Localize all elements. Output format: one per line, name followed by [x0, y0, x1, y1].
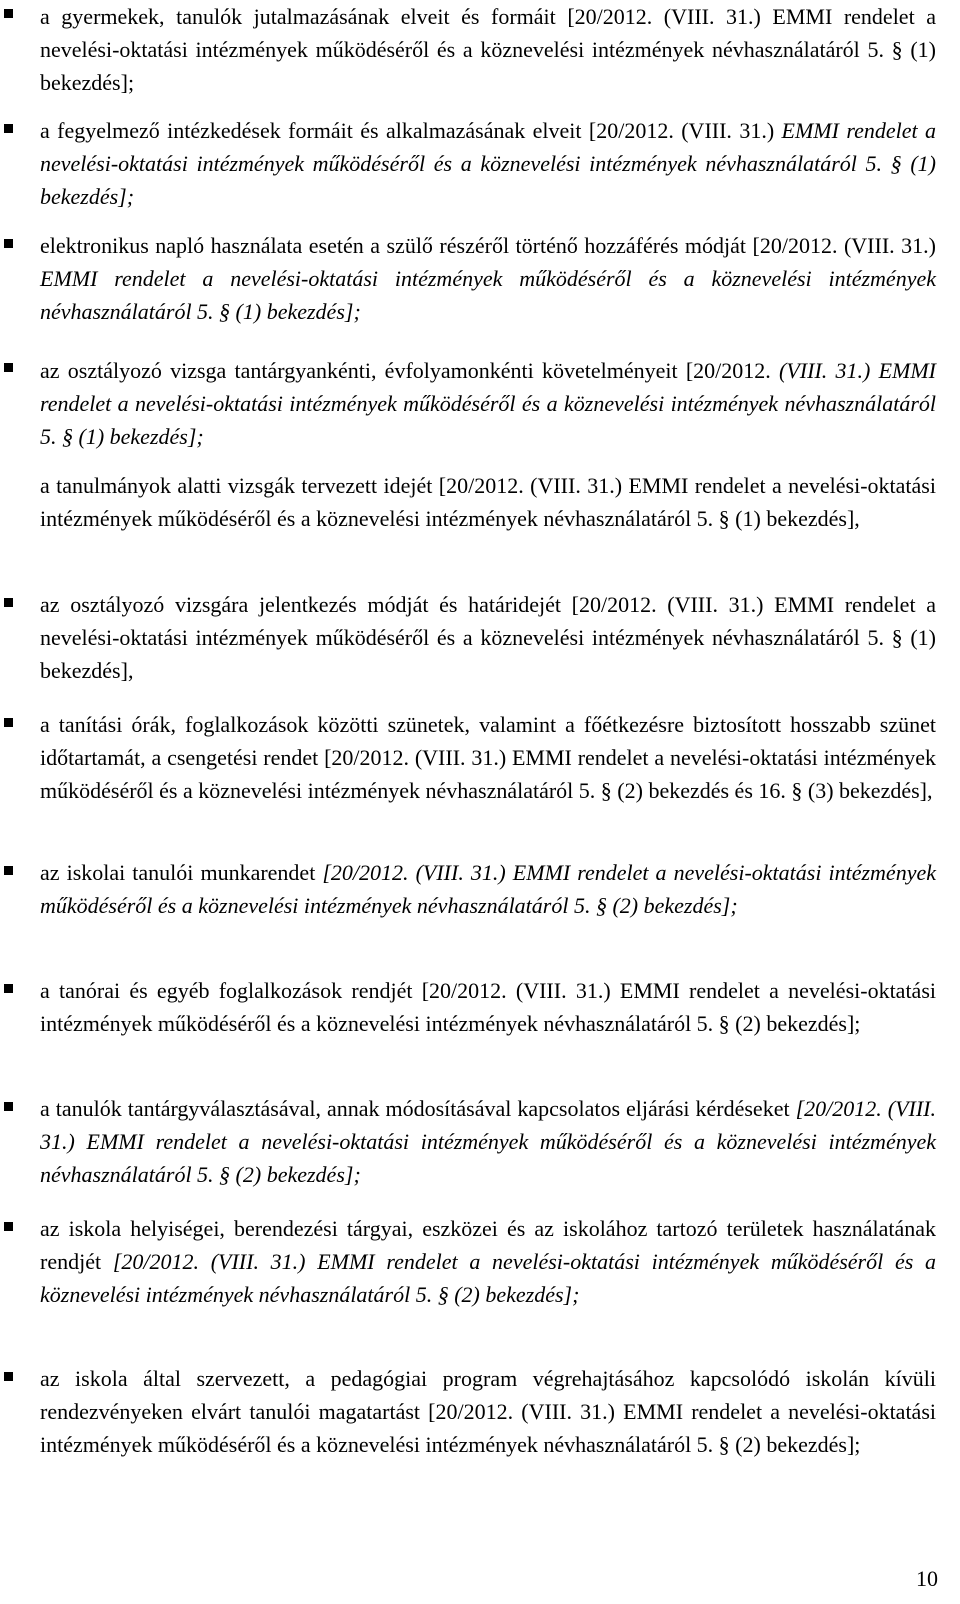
square-bullet-icon [4, 124, 13, 133]
page-number: 10 [916, 1566, 938, 1591]
square-bullet-icon [4, 1372, 13, 1381]
list-item-text: elektronikus napló használata esetén a szülő részéről történő hozzáférés módját [20/2012. (VIII. 31.) EMMI rendelet a nevelési-oktatási intézmények működéséről és a köznevelési intézmények névhasználatáról 5. § (1) bekezdés]; [40, 233, 936, 324]
list-item-text: az osztályozó vizsga tantárgyankénti, évfolyamonkénti követelményeit [20/2012. (VIII. 31.) EMMI rendelet a nevelési-oktatási intézmények működéséről és a köznevelési intézmények névhasználatáról 5. § (1) bekezdés]; [40, 358, 936, 449]
list-item-text: az iskola által szervezett, a pedagógiai program végrehajtásához kapcsolódó iskolán kívüli rendezvényeken elvárt tanulói magatartást [20/2012. (VIII. 31.) EMMI rendelet a nevelési-oktatási intézmények működéséről és a köznevelési intézmények névhasználatáról 5. § (2) bekezdés]; [40, 1366, 936, 1457]
list-item-text: az iskolai tanulói munkarendet [20/2012. (VIII. 31.) EMMI rendelet a nevelési-oktatási intézmények működéséről és a köznevelési intézmények névhasználatáról 5. § (2) bekezdés]; [40, 860, 936, 918]
list-item-text: a tanórai és egyéb foglalkozások rendjét [20/2012. (VIII. 31.) EMMI rendelet a nevelési-oktatási intézmények működéséről és a köznevelési intézmények névhasználatáról 5. § (2) bekezdés]; [40, 978, 936, 1036]
list-item-text: a gyermekek, tanulók jutalmazásának elveit és formáit [20/2012. (VIII. 31.) EMMI rendelet a nevelési-oktatási intézmények működéséről és a köznevelési intézmények névhasználatáról 5. § (1) bekezdés]; [40, 4, 936, 95]
list-item-text: az iskola helyiségei, berendezési tárgyai, eszközei és az iskolához tartozó területek használatának rendjét [20/2012. (VIII. 31.) EMMI rendelet a nevelési-oktatási intézmények működéséről és a köznevelési intézmények névhasználatáról 5. § (2) bekezdés]; [40, 1216, 936, 1307]
square-bullet-icon [4, 1102, 13, 1111]
square-bullet-icon [4, 1222, 13, 1231]
list-item-text: az osztályozó vizsgára jelentkezés módját és határidejét [20/2012. (VIII. 31.) EMMI rendelet a nevelési-oktatási intézmények működéséről és a köznevelési intézmények névhasználatáról 5. § (1) bekezdés], [40, 592, 936, 683]
square-bullet-icon [4, 363, 13, 372]
list-item-text: a fegyelmező intézkedések formáit és alkalmazásának elveit [20/2012. (VIII. 31.) EMMI rendelet a nevelési-oktatási intézmények működéséről és a köznevelési intézmények névhasználatáról 5. § (1) bekezdés]; [40, 118, 936, 209]
list-item-text: a tanulmányok alatti vizsgák tervezett idejét [20/2012. (VIII. 31.) EMMI rendelet a nevelési-oktatási intézmények működéséről és a köznevelési intézmények névhasználatáról 5. § (1) bekezdés], [40, 473, 936, 531]
square-bullet-icon [4, 718, 13, 727]
list-item-text: a tanítási órák, foglalkozások közötti szünetek, valamint a főétkezésre biztosított hosszabb szünet időtartamát, a csengetési rendet [20/2012. (VIII. 31.) EMMI rendelet a nevelési-oktatási intézmények működéséről és a köznevelési intézmények névhasználatáról 5. § (2) bekezdés és 16. § (3) bekezdés], [40, 712, 936, 803]
square-bullet-icon [4, 984, 13, 993]
list-item-text: a tanulók tantárgyválasztásával, annak módosításával kapcsolatos eljárási kérdéseket [20/2012. (VIII. 31.) EMMI rendelet a nevelési-oktatási intézmények működéséről és a köznevelési intézmények névhasználatáról 5. § (2) bekezdés]; [40, 1096, 936, 1187]
square-bullet-icon [4, 598, 13, 607]
square-bullet-icon [4, 866, 13, 875]
square-bullet-icon [4, 239, 13, 248]
square-bullet-icon [4, 9, 13, 18]
